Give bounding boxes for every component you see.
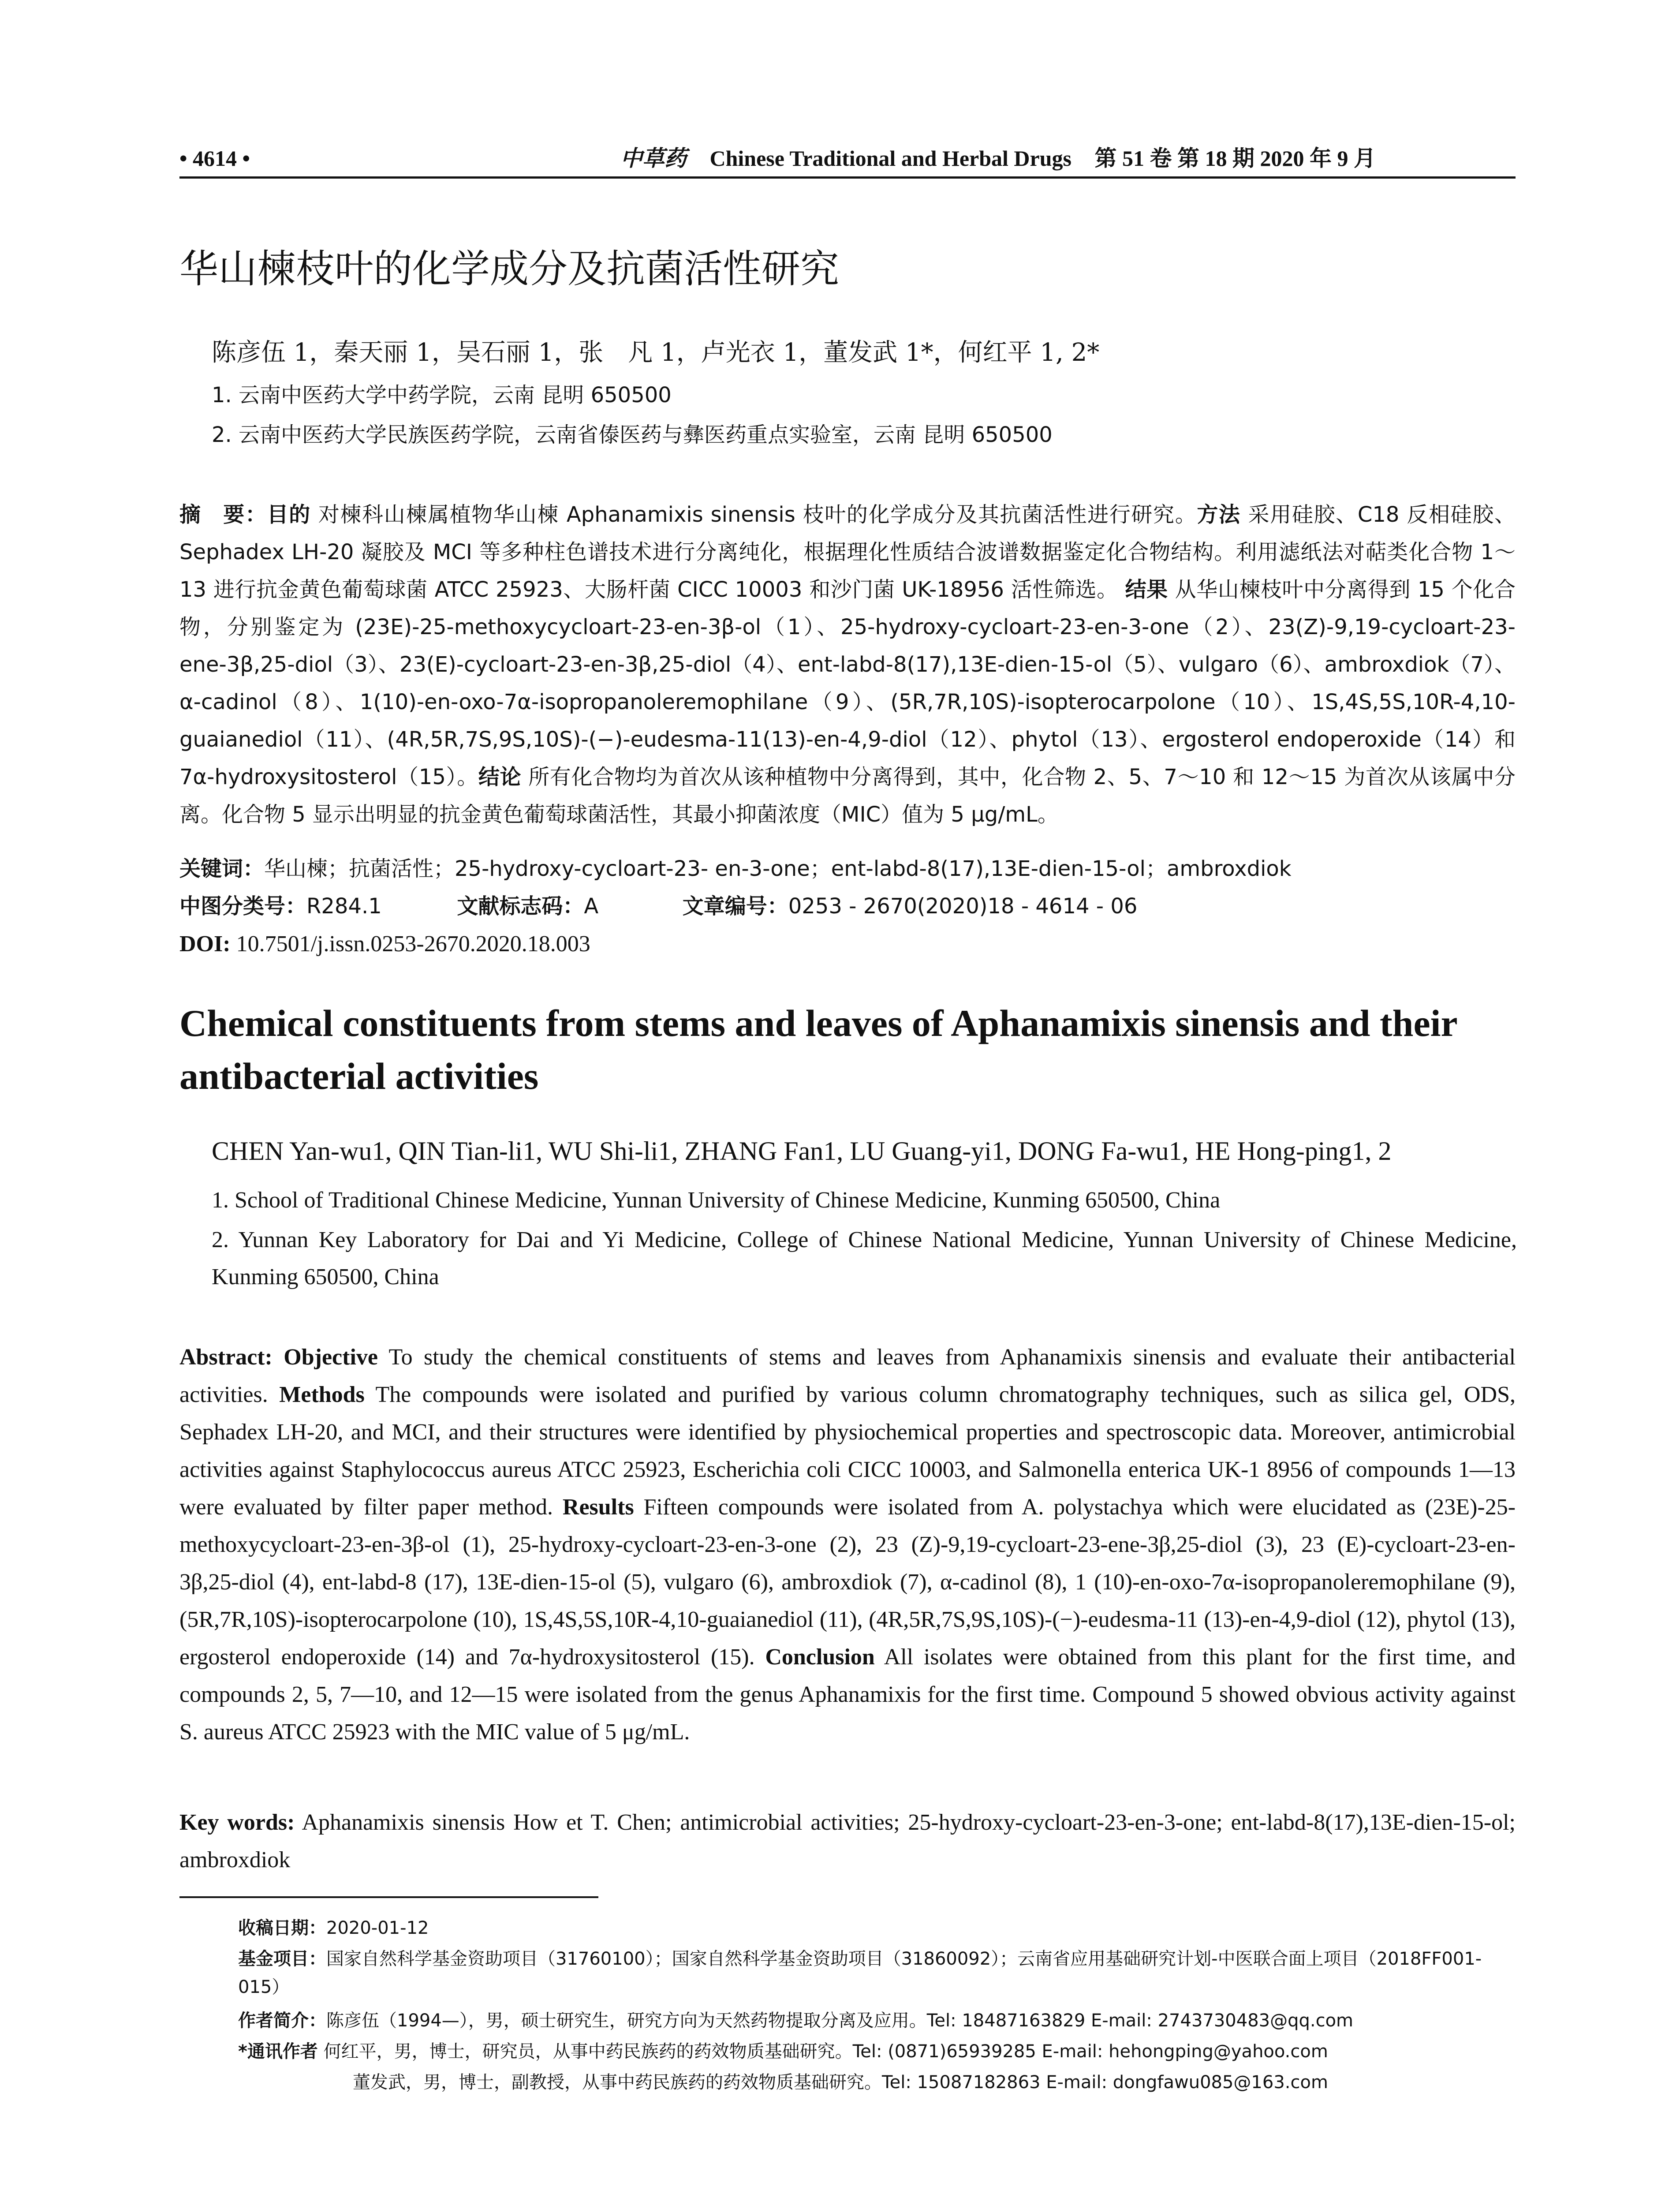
doc-code-value: A <box>584 894 599 919</box>
author-label: 作者简介： <box>238 2011 326 2031</box>
affiliation-en-1: 1. School of Traditional Chinese Medicine, Yunnan University of Chinese Medicine, Kunming 650500, China <box>212 1188 1221 1213</box>
keywords-en-label: Key words: <box>179 1810 295 1835</box>
article-no-value: 0253 - 2670(2020)18 - 4614 - 06 <box>788 894 1138 919</box>
objective-cn-label: 目的 <box>267 502 311 527</box>
keywords-cn-text: 华山楝；抗菌活性；25-hydroxy-cycloart-23- en-3-one；ent-labd-8(17),13E-dien-15-ol；ambroxdiok <box>264 856 1292 881</box>
doi-line <box>179 925 1516 963</box>
header-rule <box>179 176 1516 179</box>
results-en-label: Results <box>562 1495 634 1520</box>
objective-en: To study the chemical constituents of stems and leaves from Aphanamixis sinensis and evaluate their antibacterial activities. <box>179 1345 1516 1407</box>
footnote-received <box>238 1914 1517 1942</box>
clc-value: R284.1 <box>306 894 382 919</box>
fund-text: 国家自然科学基金资助项目（31760100）；国家自然科学基金资助项目（31860092）；云南省应用基础研究计划-中医联合面上项目（2018FF001-015） <box>238 1949 1482 1997</box>
methods-en: The compounds were isolated and purified by various column chromatography techniques, such as silica gel, ODS, Sephadex LH-20, and MCI, and their structures were identified by physiochemical properties and spectroscopic data. Moreover, antimicrobial activities against Staphylococcus aureus ATCC 25923, Escherichia coli CICC 10003, and Salmonella enterica UK-1 8956 of compounds 1—13 were evaluated by filter paper method. <box>179 1382 1516 1520</box>
methods-cn: 采用硅胶、C18 反相硅胶、Sephadex LH-20 凝胶及 MCI 等多种柱色谱技术进行分离纯化，根据理化性质结合波谱数据鉴定化合物结构。利用滤纸法对萜类化合物 1～13 进行抗金黄色葡萄球菌 ATCC 25923、大肠杆菌 CICC 10003 和沙门菌 UK-18956 活性筛选。 <box>179 502 1516 602</box>
conclusion-en: All isolates were obtained from this plant for the first time, and compounds 2, 5, 7—10, and 12—15 were isolated from the genus Aphanamixis for the first time. Compound 5 showed obvious activity against S. aureus ATCC 25923 with the MIC value of 5 μg/mL. <box>179 1644 1516 1745</box>
results-cn: 从华山楝枝叶中分离得到 15 个化合物，分别鉴定为 (23E)-25-methoxycycloart-23-en-3β-ol（1）、25-hydroxy-cycloart-23-en-3-one（2）、23(Z)-9,19-cycloart-23-ene-3β,25-diol（3）、23(E)-cycloart-23-en-3β,25-diol（4）、ent-labd-8(17),13E-dien-15-ol（5）、vulgaro（6）、ambroxdiok（7）、α-cadinol（8）、1(10)-en-oxo-7α-isopropanoleremophilane（9）、(5R,7R,10S)-isopterocarpolone（10）、1S,4S,5S,10R-4,10-guaianediol（11）、(4R,5R,7S,9S,10S)-(−)-eudesma-11(13)-en-4,9-diol（12）、phytol（13）、ergosterol endoperoxide（14）和 7α-hydroxysitosterol（15）。 <box>179 577 1516 789</box>
objective-cn: 对楝科山楝属植物华山楝 Aphanamixis sinensis 枝叶的化学成分及其抗菌活性进行研究。 <box>318 502 1197 527</box>
corresponding-label: *通讯作者 <box>238 2041 318 2062</box>
results-en: Fifteen compounds were isolated from A. polystachya which were elucidated as (23E)-25-methoxycycloart-23-en-3β-ol (1), 25-hydroxy-cycloart-23-en-3-one (2), 23 (Z)-9,19-cycloart-23-ene-3β,25-diol (3), 23 (E)-cycloart-23-en-3β,25-diol (4), ent-labd-8 (17), 13E-dien-15-ol (5), vulgaro (6), ambroxdiok (7), α-cadinol (8), 1 (10)-en-oxo-7α-isopropanoleremophilane (9), (5R,7R,10S)-isopterocarpolone (10), 1S,4S,5S,10R-4,10-guaianediol (11), (4R,5R,7S,9S,10S)-(−)-eudesma-11 (13)-en-4,9-diol (12), phytol (13), ergosterol endoperoxide (14) and 7α-hydroxysitosterol (15). <box>179 1495 1516 1670</box>
doc-code-label: 文献标志码： <box>457 894 584 919</box>
doi-label: DOI: <box>179 931 231 957</box>
conclusion-en-label: Conclusion <box>765 1644 875 1670</box>
author-text: 陈彦伍（1994—），男，硕士研究生，研究方向为天然药物提取分离及应用。Tel: 18487163829 E-mail: 2743730483@qq.com <box>326 2011 1354 2031</box>
keywords-en-text: Aphanamixis sinensis How et T. Chen; antimicrobial activities; 25-hydroxy-cycloart-23-en-3-one; ent-labd-8(17),13E-dien-15-ol; ambroxdiok <box>179 1810 1516 1872</box>
received-date: 2020-01-12 <box>326 1918 429 1938</box>
classification-line <box>179 888 1516 925</box>
footnote-author <box>238 2007 1517 2035</box>
article-no-label: 文章编号： <box>682 894 788 919</box>
received-label: 收稿日期： <box>238 1918 326 1938</box>
issue-info: 第 51 卷 第 18 期 2020 年 9 月 <box>1094 146 1376 171</box>
authors-en: CHEN Yan-wu1, QIN Tian-li1, WU Shi-li1, ZHANG Fan1, LU Guang-yi1, DONG Fa-wu1, HE Hong-ping1, 2 <box>212 1136 1392 1166</box>
page-number: • 4614 • <box>179 146 250 171</box>
footnote-fund <box>238 1945 1517 2001</box>
abstract-cn-label: 摘 要： <box>179 502 267 527</box>
footnote-corresponding <box>238 2037 1517 2066</box>
corresponding-1: 何红平，男，博士，研究员，从事中药民族药的药效物质基础研究。Tel: (0871)65939285 E-mail: hehongping@yahoo.com <box>323 2041 1328 2062</box>
title-en: Chemical constituents from stems and leaves of Aphanamixis sinensis and their antibacterial activities <box>179 1002 1457 1097</box>
results-cn-label: 结果 <box>1125 577 1168 602</box>
affiliation-cn-1: 1. 云南中医药大学中药学院，云南 昆明 650500 <box>212 383 672 407</box>
abstract-en <box>179 1338 1516 1751</box>
conclusion-cn-label: 结论 <box>478 765 522 789</box>
journal-info <box>620 141 1376 176</box>
keywords-cn <box>179 850 1516 888</box>
methods-cn-label: 方法 <box>1197 502 1241 527</box>
abstract-en-label: Abstract: <box>179 1345 273 1370</box>
affiliation-cn-2: 2. 云南中医药大学民族医药学院，云南省傣医药与彝医药重点实验室，云南 昆明 650500 <box>212 422 1053 447</box>
affiliation-en-2: 2. Yunnan Key Laboratory for Dai and Yi Medicine, College of Chinese National Medicine, Yunnan University of Chinese Medicine, Kunming 650500, China <box>212 1227 1517 1289</box>
objective-en-label: Objective <box>284 1345 378 1370</box>
clc-label: 中图分类号： <box>179 894 307 919</box>
running-header <box>179 141 1516 176</box>
abstract-cn <box>179 496 1516 833</box>
journal-name-cn: 中草药 <box>620 146 687 171</box>
fund-label: 基金项目： <box>238 1949 326 1969</box>
keywords-cn-label: 关键词： <box>179 856 265 881</box>
keywords-en <box>179 1804 1516 1879</box>
title-cn: 华山楝枝叶的化学成分及抗菌活性研究 <box>179 246 840 292</box>
conclusion-cn: 所有化合物均为首次从该种植物中分离得到，其中，化合物 2、5、7～10 和 12～15 为首次从该属中分离。化合物 5 显示出明显的抗金黄色葡萄球菌活性，其最小抑菌浓度（MIC）值为 5 μg/mL。 <box>179 765 1516 827</box>
journal-name-en: Chinese Traditional and Herbal Drugs <box>709 146 1071 171</box>
footnote-corresponding-2: 董发武，男，博士，副教授，从事中药民族药的药效物质基础研究。Tel: 15087182863 E-mail: dongfawu085@163.com <box>353 2072 1328 2093</box>
footnote-rule <box>179 1896 598 1898</box>
methods-en-label: Methods <box>279 1382 365 1407</box>
doi-value: 10.7501/j.issn.0253-2670.2020.18.003 <box>236 931 590 957</box>
authors-cn: 陈彦伍 1，秦天丽 1，吴石丽 1，张 凡 1，卢光衣 1，董发武 1*，何红平 1, 2* <box>212 338 1100 367</box>
